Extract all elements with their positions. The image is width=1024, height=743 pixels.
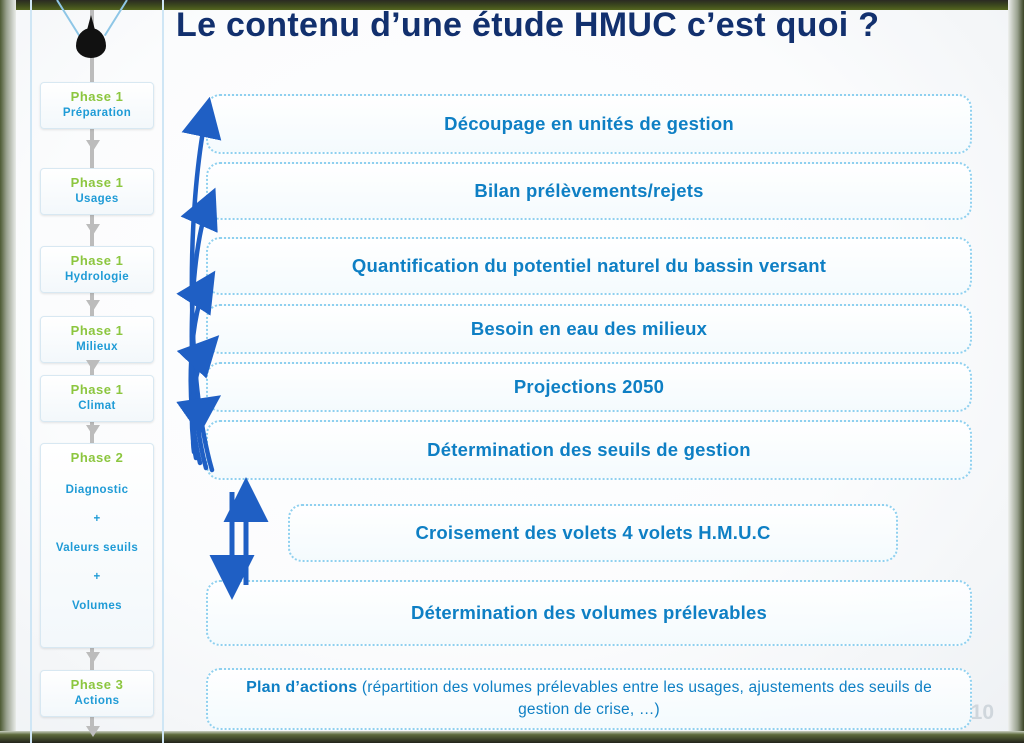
step-plan-actions[interactable] [206,668,972,730]
phase-sub-plus-1: + [93,513,101,525]
step-projections-2050[interactable]: Projections 2050 [206,362,972,412]
phase-arrow-icon [86,360,100,371]
photo-edge-left [0,0,16,743]
phase-box-milieux[interactable] [40,316,154,363]
phase-arrow-icon [86,652,100,663]
phase-arrow-icon [86,140,100,151]
plan-actions-detail: (répartition des volumes prélevables entre les usages, ajustements des seuils de gestion de crise, …) [357,679,932,718]
phase-subtitle: Milieux [76,341,118,353]
phase-arrow-icon [86,300,100,311]
step-besoin-eau-milieux[interactable]: Besoin en eau des milieux [206,304,972,354]
step-decoupage-unites-gestion[interactable]: Découpage en unités de gestion [206,94,972,154]
phase-box-actions[interactable] [40,670,154,717]
step-bilan-prelevements-rejets[interactable]: Bilan prélèvements/rejets [206,162,972,220]
phase-subtitle-volumes: Volumes [72,600,122,612]
phase-subtitle: Hydrologie [64,271,130,283]
page-title: Le contenu d’une étude HMUC c’est quoi ? [176,6,880,44]
step-croisement-volets-hmuc[interactable]: Croisement des volets 4 volets H.M.U.C [288,504,898,562]
plan-actions-strong: Plan d’actions [246,679,358,696]
phase-subtitle: Actions [74,695,120,707]
slide-number: 10 [970,701,994,724]
step-determination-volumes-prelevables[interactable]: Détermination des volumes prélevables [206,580,972,646]
phase-title: Phase 1 [70,175,124,190]
phase-box-usages[interactable] [40,168,154,215]
phase-title: Phase 3 [70,677,124,692]
phase-box-preparation[interactable] [40,82,154,129]
phase-subtitle: Climat [78,400,116,412]
phase-subtitle: Préparation [62,107,132,119]
phase-subtitle: Usages [75,193,119,205]
phase-sub-plus-2: + [93,571,101,583]
phase-title: Phase 1 [70,382,124,397]
phase-title: Phase 2 [70,450,124,465]
phase-box-diagnostic[interactable] [40,443,154,648]
phase-rail [24,0,164,743]
phase-box-climat[interactable] [40,375,154,422]
step-determination-seuils-gestion[interactable]: Détermination des seuils de gestion [206,420,972,480]
phase-arrow-icon [86,425,100,436]
step-quantification-potentiel-naturel[interactable]: Quantification du potentiel naturel du bassin versant [206,237,972,295]
phase-arrow-icon [86,726,100,737]
photo-edge-right [1008,0,1024,743]
phase-arrow-icon [86,224,100,235]
phase-title: Phase 1 [70,253,124,268]
water-drop-icon [76,28,106,58]
phase-box-hydrologie[interactable] [40,246,154,293]
phase-subtitle-diagnostic: Diagnostic [65,484,129,496]
phase-title: Phase 1 [70,323,124,338]
phase-title: Phase 1 [70,89,124,104]
phase-subtitle-valeurs-seuils: Valeurs seuils [55,542,139,554]
